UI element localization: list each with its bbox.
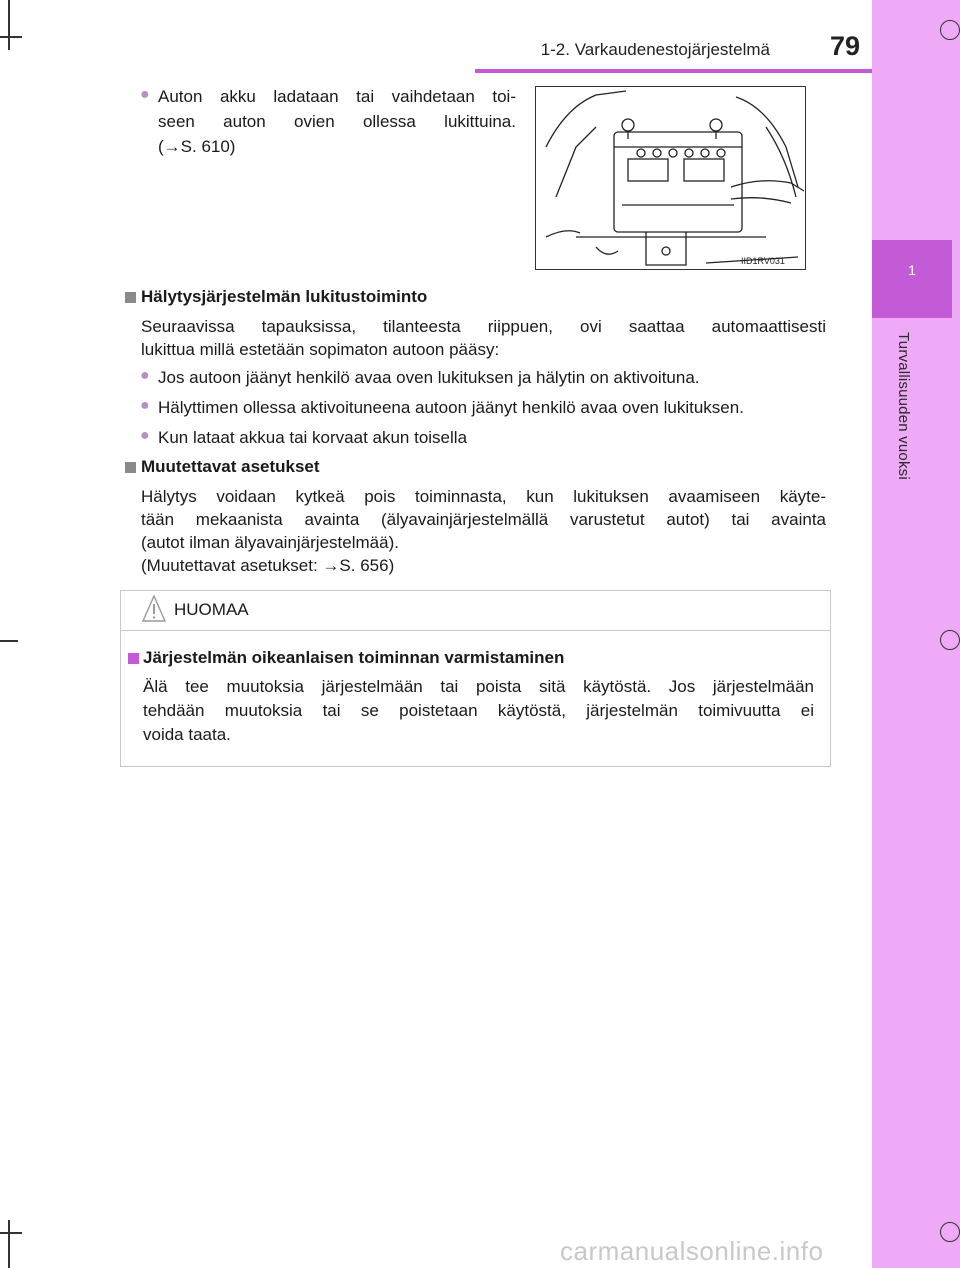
section-lock-intro-1: Seuraavissa tapauksissa, tilanteesta riippuen, ovi saattaa automaattisesti (141, 317, 826, 336)
bullet-dot-icon: ● (140, 367, 150, 384)
registration-mark (940, 1222, 960, 1242)
crop-mark (8, 1220, 10, 1268)
registration-mark (940, 20, 960, 40)
crop-mark (8, 0, 10, 50)
list-item: Jos autoon jäänyt henkilö avaa oven lukituksen ja hälytin on aktivoituna. (158, 368, 700, 387)
intro-line-3: (→S. 610) (158, 137, 236, 156)
section-lock-title: Hälytysjärjestelmän lukitustoiminto (141, 287, 428, 306)
section-lock-intro-2: lukittua millä estetään sopimaton autoon pääsy: (141, 340, 500, 359)
warning-triangle-icon (141, 594, 167, 624)
crop-mark (0, 36, 22, 38)
battery-drawing (536, 87, 806, 270)
notice-title: Järjestelmän oikeanlaisen toiminnan varmistaminen (143, 648, 565, 667)
chapter-tab-active[interactable] (872, 240, 952, 318)
settings-line-4: (Muutettavat asetukset: →S. 656) (141, 556, 395, 575)
notice-square-icon (128, 653, 139, 664)
section-header: 1-2. Varkaudenestojärjestelmä (540, 40, 770, 59)
figure-code: IID1RV031 (741, 256, 785, 266)
battery-illustration (535, 86, 806, 270)
notice-line-1: Älä tee muutoksia järjestelmään tai poista sitä käytöstä. Jos järjestelmään (143, 677, 814, 696)
watermark: carmanualsonline.info (560, 1236, 824, 1266)
page-number: 79 (829, 31, 860, 61)
header-rule (475, 69, 872, 73)
intro-line-1: Auton akku ladataan tai vaihdetaan toi- (158, 87, 516, 106)
bullet-dot-icon: ● (140, 397, 150, 414)
settings-line-3: (autot ilman älyavainjärjestelmää). (141, 533, 399, 552)
crop-mark (0, 1232, 22, 1234)
notice-line-3: voida taata. (143, 725, 231, 744)
chapter-tab-label: Turvallisuuden vuoksi (895, 332, 912, 480)
section-settings-title: Muutettavat asetukset (141, 457, 320, 476)
list-item: Kun lataat akkua tai korvaat akun toisella (158, 428, 468, 447)
section-square-icon (125, 462, 136, 473)
notice-label: HUOMAA (174, 600, 249, 619)
chapter-tab-number: 1 (908, 262, 916, 278)
registration-mark (940, 630, 960, 650)
settings-line-1: Hälytys voidaan kytkeä pois toiminnasta, kun lukituksen avaamiseen käyte- (141, 487, 826, 506)
notice-line-2: tehdään muutoksia tai se poistetaan käytöstä, järjestelmän toimivuutta ei (143, 701, 814, 720)
bullet-dot-icon: ● (140, 427, 150, 444)
notice-divider (120, 630, 831, 631)
intro-line-2: seen auton ovien ollessa lukittuina. (158, 112, 516, 131)
bullet-dot-icon: ● (140, 86, 150, 103)
section-square-icon (125, 292, 136, 303)
settings-line-2: tään mekaanista avainta (älyavainjärjestelmällä varustetut autot) tai avainta (141, 510, 826, 529)
list-item: Hälyttimen ollessa aktivoituneena autoon jäänyt henkilö avaa oven lukituksen. (158, 398, 744, 417)
crop-mark (0, 640, 18, 642)
